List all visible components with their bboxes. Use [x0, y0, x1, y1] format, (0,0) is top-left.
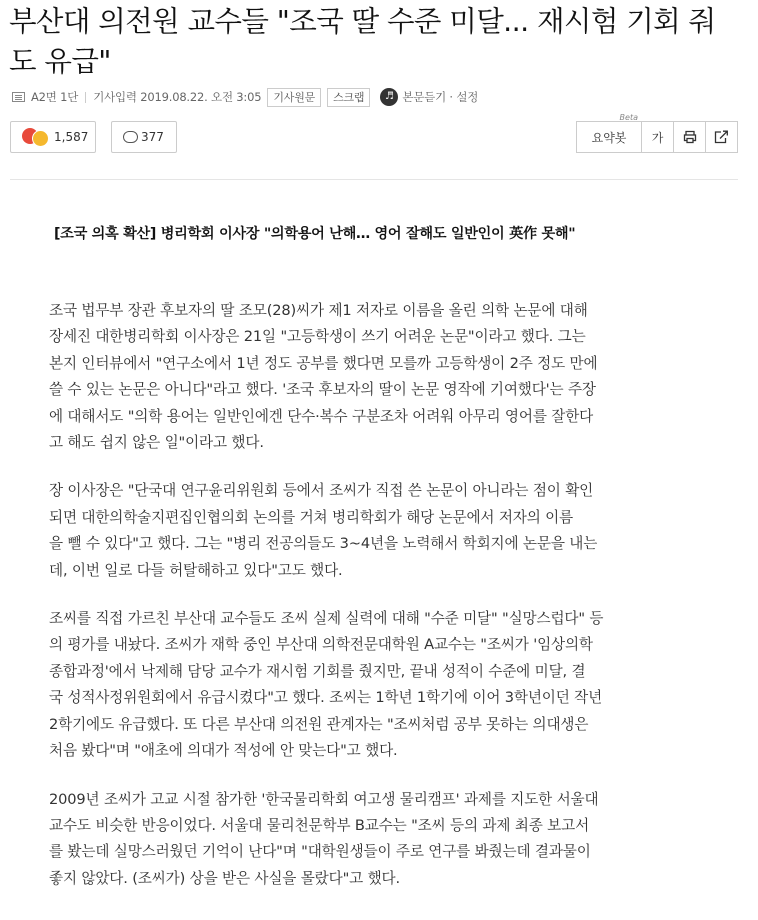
paragraph-line: 2009년 조씨가 고교 시절 참가한 '한국물리학회 여고생 물리캠프' 과제를 지도한 서울대	[49, 790, 599, 808]
paragraph-line: 고 해도 쉽지 않은 일"이라고 했다.	[49, 434, 264, 452]
article-body	[49, 298, 696, 914]
paragraph-line: 처음 봤다"며 "애초에 의대가 적성에 안 맞는다"고 했다.	[49, 742, 398, 760]
headline-line-2: 도 유급"	[9, 45, 111, 78]
article-paragraph	[49, 787, 696, 893]
paragraph-line: 장세진 대한병리학회 이사장은 21일 "고등학생이 쓰기 어려운 논문"이라고 했다. 그는	[49, 328, 586, 346]
article-paragraph	[49, 606, 696, 764]
paragraph-line: 를 봤는데 실망스러웠던 기억이 난다"며 "대학원생들이 주로 연구를 봐줬는데 결과물이	[49, 843, 591, 861]
paragraph-line: 조씨를 직접 가르친 부산대 교수들도 조씨 실제 실력에 대해 "수준 미달" "실망스럽다" 등	[49, 610, 604, 628]
paragraph-line: 교수도 비슷한 반응이었다. 서울대 물리천문학부 B교수는 "조씨 등의 과제 최종 보고서	[49, 816, 590, 834]
summary-bot-button[interactable]	[576, 113, 642, 153]
paragraph-line: 종합과정'에서 낙제해 담당 교수가 재시험 기회를 줬지만, 끝내 성적이 수준에 미달, 결	[49, 662, 586, 680]
meta-divider	[85, 92, 86, 103]
share-button[interactable]	[705, 121, 738, 153]
font-size-button[interactable]	[641, 121, 674, 153]
paragraph-line: 조국 법무부 장관 후보자의 딸 조모(28)씨가 제1 저자로 이름을 올린 의학 논문에 대해	[49, 302, 588, 319]
paragraph-line: 2학기에도 유급했다. 또 다른 부산대 의전원 관계자는 "조씨처럼 공부 못하는 의대생은	[49, 715, 589, 733]
summary-label: 요약봇	[591, 130, 627, 145]
paragraph-line: 의 평가를 내놨다. 조씨가 재학 중인 부산대 의학전문대학원 A교수는 "조씨가 '임상의학	[49, 636, 593, 654]
edition-label: A2면 1단	[31, 90, 79, 104]
speaker-icon: ♬	[380, 88, 398, 106]
headline-line-1: 부산대 의전원 교수들 "조국 딸 수준 미달... 재시험 기회 줘	[9, 5, 716, 38]
reaction-count: 1,587	[54, 130, 89, 144]
newspaper-icon	[12, 92, 25, 102]
scrap-button[interactable]: 스크랩	[327, 88, 370, 107]
paragraph-line: 되면 대한의학술지편집인협의회 논의를 거쳐 병리학회가 해당 논문에서 저자의 이름	[49, 508, 574, 526]
article-headline	[9, 2, 749, 82]
beta-badge: Beta	[619, 113, 638, 122]
paragraph-line: 좋지 않았다. (조씨가) 상을 받은 사실을 몰랐다"고 했다.	[49, 869, 400, 887]
header-divider	[10, 179, 738, 180]
print-button[interactable]	[673, 121, 706, 153]
paragraph-line: 국 성적사정위원회에서 유급시켰다"고 했다. 조씨는 1학년 1학기에 이어 3학년이던 작년	[49, 689, 603, 707]
article-subheadline: [조국 의혹 확산] 병리학회 이사장 "의학용어 난해… 영어 잘해도 일반인이 英作 못해"	[54, 226, 576, 242]
published-date: 기사입력 2019.08.22. 오전 3:05	[93, 90, 262, 104]
paragraph-line: 본지 인터뷰에서 "연구소에서 1년 정도 공부를 했다면 모를까 고등학생이 2주 정도 만에	[49, 354, 598, 372]
paragraph-line: 쓸 수 있는 논문은 아니다"라고 했다. '조국 후보자의 딸이 논문 영작에 기여했다'는 주장	[49, 381, 596, 399]
print-icon	[683, 130, 697, 144]
paragraph-line: 을 뺄 수 있다"고 했다. 그는 "병리 전공의들도 3~4년을 노력해서 학회지에 논문을 내는	[49, 535, 598, 553]
paragraph-line: 데, 이번 일로 다들 허탈해하고 있다"고도 했다.	[49, 561, 343, 579]
paragraph-line: 장 이사장은 "단국대 연구윤리위원회 등에서 조씨가 직접 쓴 논문이 아니라는 점이 확인	[49, 482, 594, 500]
paragraph-line: 에 대해서도 "의학 용어는 일반인에겐 단수·복수 구분조차 어려워 아무리 영어를 잘한다	[49, 407, 594, 425]
article-meta	[12, 86, 478, 108]
original-article-button[interactable]: 기사원문	[267, 88, 321, 107]
font-size-label: 가	[651, 130, 664, 145]
comment-bubble-icon	[123, 131, 138, 143]
comment-button[interactable]	[111, 121, 177, 153]
tts-label: 본문듣기 · 설정	[402, 90, 479, 104]
tts-button[interactable]	[380, 88, 478, 106]
article-action-bar	[10, 113, 738, 155]
article-tools	[577, 113, 738, 153]
article-paragraph	[49, 478, 696, 584]
comment-count: 377	[141, 130, 164, 144]
reaction-emoji-icon	[22, 127, 52, 147]
share-icon	[714, 130, 729, 144]
article-paragraph	[49, 298, 696, 456]
reaction-button[interactable]	[10, 121, 96, 153]
